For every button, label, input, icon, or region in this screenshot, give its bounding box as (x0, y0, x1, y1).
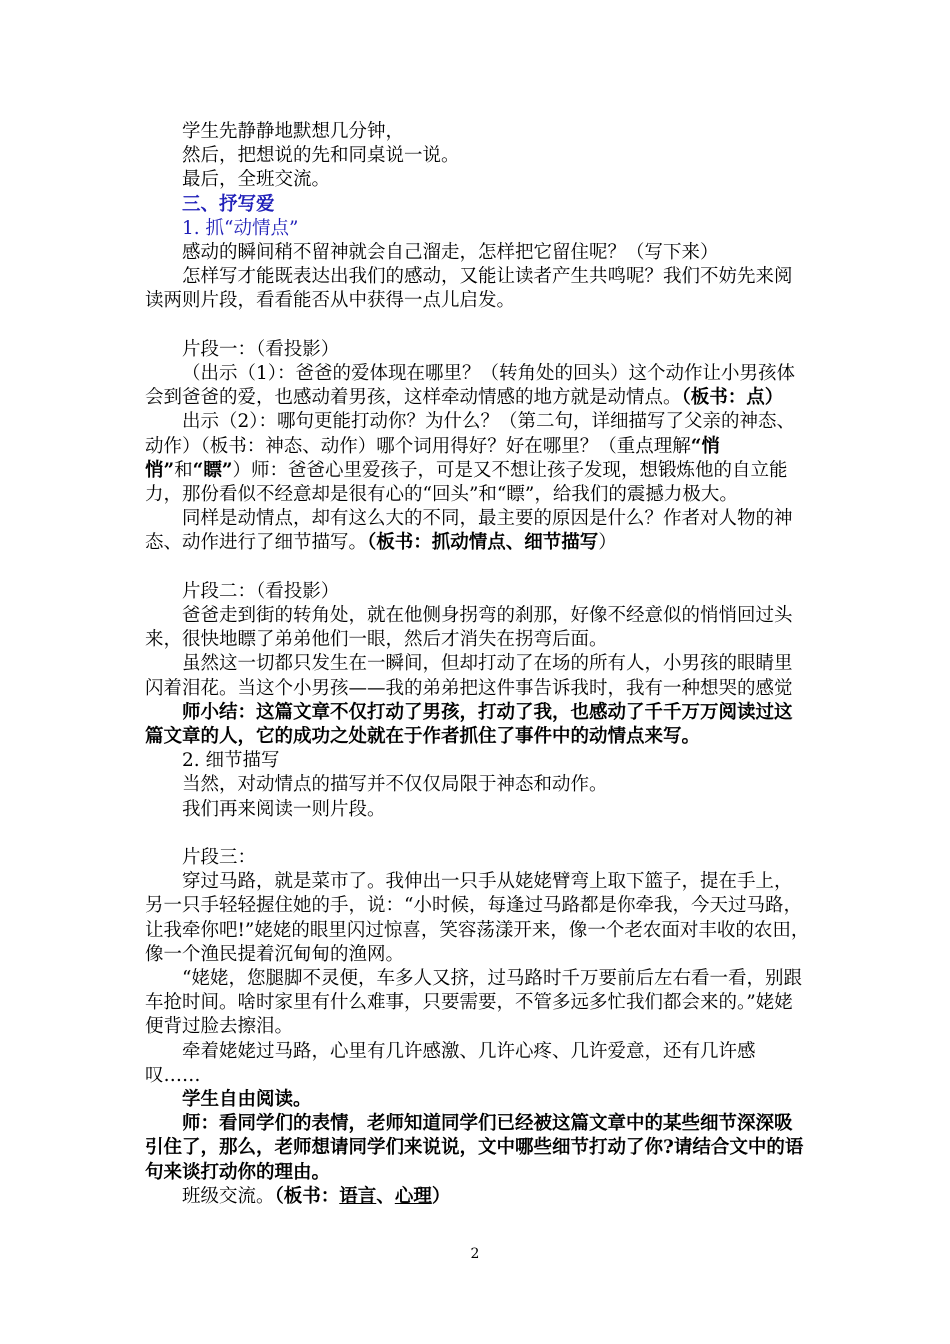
teacher-prompt: 师：看同学们的表情，老师知道同学们已经被这篇文章中的某些细节深深吸引住了，那么，老师想请同学们来说说，文中哪些细节打动了你?请结合文中的语句来谈打动你的理由。 (145, 1113, 804, 1183)
paragraph: “姥姥，您腿脚不灵便，车多人又挤，过马路时千万要前后左右看一看，别跟车抢时间。啥时家里有什么难事，只要需要，不管多远多忙我们都会来的。”姥姥便背过脸去擦泪。 (145, 968, 802, 1038)
fragment-label: 片段三： (182, 847, 257, 869)
paragraph: 当然，对动情点的描写并不仅仅局限于神态和动作。 (182, 774, 608, 796)
paragraph: 牵着姥姥过马路，心里有几许感激、几许心疼、几许爱意，还有几许感叹…… (145, 1040, 756, 1086)
teacher-summary: 师小结：这篇文章不仅打动了男孩，打动了我，也感动了千千万万阅读过这篇文章的人，它的成功之处就在于作者抓住了事件中的动情点来写。 (145, 701, 793, 748)
paragraph: 感动的瞬间稍不留神就会自己溜走，怎样把它留住呢？（写下来） (182, 242, 719, 264)
paragraph: 然后，把想说的先和同桌说一说。 (182, 145, 460, 167)
paragraph: 怎样写才能既表达出我们的感动，又能让读者产生共鸣呢？我们不妨先来阅读两则片段，看看能否从中获得一点儿启发。 (145, 266, 793, 312)
paragraph: 学生先静静地默想几分钟， (182, 121, 405, 142)
paragraph: 穿过马路，就是菜市了。我伸出一只手从姥姥臂弯上取下篮子，提在手上，另一只手轻轻握住她的手，说：“小时候，每逢过马路都是你牵我，今天过马路，让我牵你吧!”姥姥的眼里闪过惊喜，笑容荡漾开来，像一个老农面对丰收的农田，像一个渔民提着沉甸甸的渔网。 (145, 871, 810, 965)
page-number: 2 (470, 1246, 480, 1262)
blank-line (145, 822, 810, 846)
blank-line (145, 556, 810, 580)
paragraph: （出示（1）：爸爸的爱体现在哪里？（转角处的回头）这个动作让小男孩体会到爸爸的爱，也感动着男孩，这样牵动情感的地方就是动情点。（板书：点） (145, 363, 796, 409)
subsection-heading: 2. 细节描写 (182, 750, 280, 772)
paragraph: 虽然这一切都只发生在一瞬间，但却打动了在场的所有人，小男孩的眼睛里闪着泪花。当这个小男孩——我的弟弟把这件事告诉我时，我有一种想哭的感觉 (145, 653, 793, 699)
blank-line (145, 314, 810, 338)
paragraph: 我们再来阅读一则片段。 (182, 798, 386, 820)
section-heading: 三、抒写爱 (182, 193, 275, 215)
paragraph: 同样是动情点，却有这么大的不同，最主要的原因是什么？作者对人物的神态、动作进行了细节描写。（板书：抓动情点、细节描写） (145, 508, 793, 554)
fragment-label: 片段一：（看投影） (182, 338, 340, 360)
document-body (145, 120, 810, 1209)
paragraph: 最后，全班交流。 (182, 169, 331, 191)
subsection-heading: 1. 抓“动情点” (182, 217, 299, 239)
fragment-label: 片段二：（看投影） (182, 580, 340, 602)
paragraph: 爸爸走到街的转角处，就在他侧身拐弯的刹那，好像不经意似的悄悄回过头来，很快地瞟了弟弟他们一眼，然后才消失在拐弯后面。 (145, 605, 793, 651)
paragraph: 学生自由阅读。 (182, 1089, 312, 1111)
paragraph: 出示（2）：哪句更能打动你？为什么？（第二句，详细描写了父亲的神态、动作）（板书：神态、动作）哪个词用得好？好在哪里？（重点理解“悄悄”和“瞟”）师：爸爸心里爱孩子，可是又不想让孩子发现，想锻炼他的自立能力，那份看似不经意却是很有心的“回头”和“瞟”，给我们的震撼力极大。 (145, 411, 796, 506)
paragraph: 班级交流。（板书：语言、心理） (182, 1185, 451, 1207)
